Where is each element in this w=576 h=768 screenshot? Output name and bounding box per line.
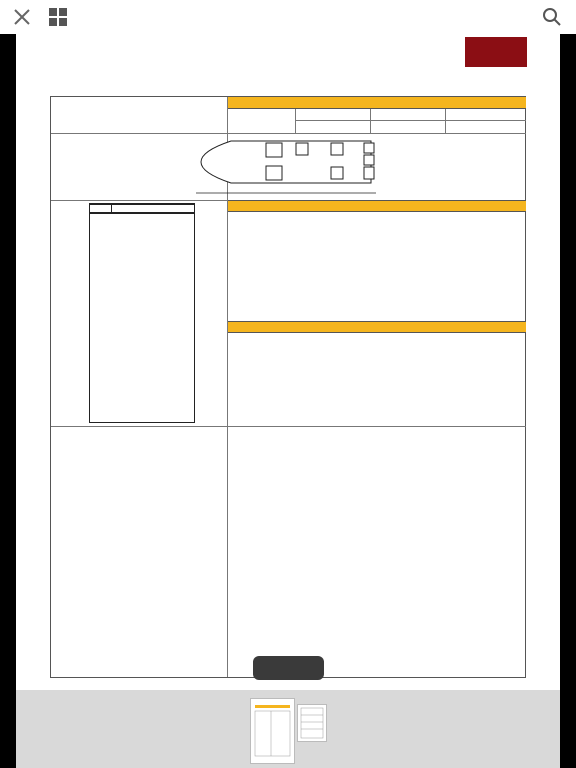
crew-header (228, 200, 526, 212)
close-icon[interactable] (12, 7, 32, 32)
leg-air-logo (465, 37, 527, 67)
weight-balance-table (50, 96, 526, 678)
page-thumbnail-2[interactable] (297, 704, 327, 742)
page-thumbnail-1[interactable] (250, 698, 295, 764)
grid-icon[interactable] (48, 7, 68, 32)
baggage-moment-table (89, 203, 195, 423)
aircraft-weights-header (228, 96, 526, 109)
search-icon[interactable] (542, 7, 562, 32)
page-indicator[interactable] (253, 656, 324, 680)
top-toolbar (0, 0, 576, 34)
right-margin (560, 34, 576, 768)
baggage-header (228, 321, 526, 333)
left-margin (0, 34, 16, 768)
document-page (16, 34, 560, 690)
aircraft-seating-diagram (196, 133, 396, 197)
